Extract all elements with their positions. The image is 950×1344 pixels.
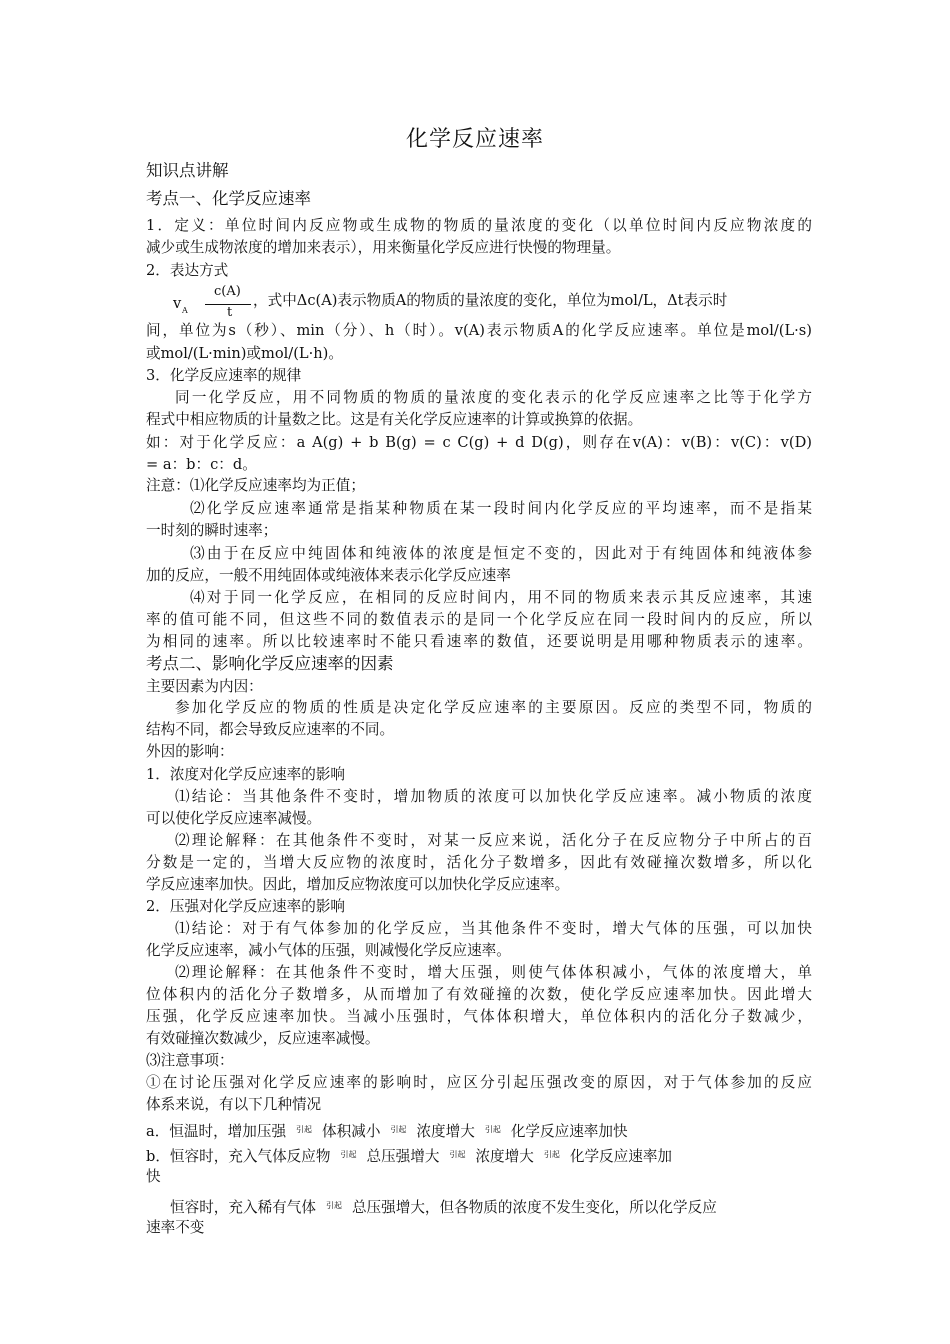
paragraph-line: = a：b：c：d。 bbox=[146, 456, 257, 473]
arrow-label: 引起 bbox=[449, 1150, 466, 1159]
paragraph-line: 可以使化学反应速率减慢。 bbox=[146, 810, 322, 827]
paragraph-line: 或mol/(L·min)或mol/(L·h)。 bbox=[146, 345, 343, 362]
knowledge-header: 知识点讲解 bbox=[146, 161, 229, 180]
chain-step: 浓度增大 bbox=[416, 1123, 475, 1140]
subheading: 1．浓度对化学反应速率的影响 bbox=[146, 766, 346, 783]
paragraph-line: 程式中相应物质的计量数之比。这是有关化学反应速率的计算或换算的依据。 bbox=[146, 411, 643, 428]
paragraph-line: 学反应速率加快。因此，增加反应物浓度可以加快化学反应速率。 bbox=[146, 876, 570, 893]
paragraph-line: 外因的影响： bbox=[146, 743, 234, 760]
formula-v: v bbox=[173, 295, 182, 312]
paragraph-line: ⑵理论解释：在其他条件不变时，对某一反应来说，活化分子在反应物分子中所占的百 bbox=[175, 832, 812, 849]
paragraph-line: ⑵理论解释：在其他条件不变时，增大压强，则使气体体积减小，气体的浓度增大，单 bbox=[175, 964, 812, 981]
formula-subscript: A bbox=[182, 306, 188, 315]
paragraph-line: 有效碰撞次数减少，反应速率减慢。 bbox=[146, 1030, 380, 1047]
paragraph-line: 加的反应，一般不用纯固体或纯液体来表示化学反应速率 bbox=[146, 567, 511, 584]
subheading: 2．表达方式 bbox=[146, 262, 229, 279]
chain-step: 总压强增大，但各物质的浓度不发生变化，所以化学反应 bbox=[351, 1199, 717, 1216]
paragraph-line: 位体积内的活化分子数增多，从而增加了有效碰撞的次数，使化学反应速率加快。因此增大 bbox=[146, 986, 812, 1003]
arrow-label: 引起 bbox=[340, 1150, 357, 1159]
paragraph-line: 率的值可能不同，但这些不同的数值表示的是同一个化学反应在同一段时间内的反应，所以 bbox=[146, 611, 812, 628]
paragraph-line: 1．定义：单位时间内反应物或生成物的物质的量浓度的变化（以单位时间内反应物浓度的 bbox=[146, 217, 812, 234]
arrow-label: 引起 bbox=[296, 1125, 313, 1134]
chain-step: 化学反应速率加快 bbox=[510, 1123, 628, 1140]
cause-chain-a bbox=[146, 1120, 812, 1142]
paragraph-line: 结构不同，都会导致反应速率的不同。 bbox=[146, 721, 395, 738]
arrow-label: 引起 bbox=[390, 1125, 407, 1134]
paragraph-line: 一时刻的瞬时速率； bbox=[146, 522, 278, 539]
paragraph-line: 压强，化学反应速率加快。当减小压强时，气体体积增大，单位体积内的活化分子数减少， bbox=[146, 1008, 812, 1025]
paragraph-line: 速率不变 bbox=[146, 1219, 205, 1236]
paragraph-line: ⑶注意事项： bbox=[146, 1052, 234, 1069]
paragraph-line: 快 bbox=[146, 1168, 161, 1185]
arrow-label: 引起 bbox=[543, 1150, 560, 1159]
paragraph-line: 为相同的速率。所以比较速率时不能只看速率的数值，还要说明是用哪种物质表示的速率。 bbox=[146, 633, 812, 650]
arrow-label: 引起 bbox=[325, 1201, 342, 1210]
chain-step: 恒容时，充入稀有气体 bbox=[170, 1199, 316, 1216]
page-title: 化学反应速率 bbox=[405, 127, 544, 152]
paragraph-line: 减少或生成物浓度的增加来表示），用来衡量化学反应进行快慢的物理量。 bbox=[146, 239, 621, 256]
chain-step: 体积减小 bbox=[322, 1123, 381, 1140]
chain-step: 浓度增大 bbox=[475, 1148, 534, 1165]
paragraph-line: ⑶由于在反应中纯固体和纯液体的浓度是恒定不变的，因此对于有纯固体和纯液体参 bbox=[190, 545, 812, 562]
paragraph-line: ⑴结论：当其他条件不变时，增加物质的浓度可以加快化学反应速率。减小物质的浓度 bbox=[175, 788, 812, 805]
paragraph-line: 参加化学反应的物质的性质是决定化学反应速率的主要原因。反应的类型不同，物质的 bbox=[175, 699, 812, 716]
paragraph-line: ⑷对于同一化学反应，在相同的反应时间内，用不同的物质来表示其反应速率，其速 bbox=[190, 589, 812, 606]
chain-step: 总压强增大 bbox=[366, 1148, 440, 1165]
paragraph-line: 主要因素为内因： bbox=[146, 678, 263, 695]
arrow-label: 引起 bbox=[484, 1125, 501, 1134]
cause-chain-b bbox=[146, 1145, 812, 1167]
paragraph-line: 间，单位为s（秒）、min（分）、h（时）。v(A)表示物质A的化学反应速率。单位是mol/(L·s) bbox=[146, 322, 812, 339]
subheading: 2．压强对化学反应速率的影响 bbox=[146, 898, 346, 915]
paragraph-line: 注意：⑴化学反应速率均为正值； bbox=[146, 477, 365, 494]
section-heading-1: 考点一、化学反应速率 bbox=[146, 189, 311, 208]
paragraph-line: ⑵化学反应速率通常是指某种物质在某一段时间内化学反应的平均速率，而不是指某 bbox=[190, 500, 812, 517]
paragraph-line: 化学反应速率，减小气体的压强，则减慢化学反应速率。 bbox=[146, 942, 511, 959]
chain-step: a．恒温时，增加压强 bbox=[146, 1123, 287, 1140]
paragraph-line: 体系来说，有以下几种情况 bbox=[146, 1096, 322, 1113]
paragraph-line: ⑴结论：对于有气体参加的化学反应，当其他条件不变时，增大气体的压强，可以加快 bbox=[175, 920, 812, 937]
chain-step: b．恒容时，充入气体反应物 bbox=[146, 1148, 331, 1165]
paragraph-line: 分数是一定的，当增大反应物的浓度时，活化分子数增多，因此有效碰撞次数增多，所以化 bbox=[146, 854, 812, 871]
formula-denominator: t bbox=[227, 305, 233, 320]
paragraph-line: 同一化学反应，用不同物质的物质的量浓度的变化表示的化学反应速率之比等于化学方 bbox=[175, 389, 812, 406]
formula-numerator: c(A) bbox=[214, 284, 241, 299]
cause-chain-c bbox=[170, 1196, 812, 1218]
paragraph-line: ①在讨论压强对化学反应速率的影响时，应区分引起压强改变的原因，对于气体参加的反应 bbox=[146, 1074, 812, 1091]
subheading: 3．化学反应速率的规律 bbox=[146, 367, 302, 384]
section-heading-2: 考点二、影响化学反应速率的因素 bbox=[146, 654, 394, 673]
paragraph-line: ，式中Δc(A)表示物质A的物质的量浓度的变化，单位为mol/L，Δt表示时 bbox=[253, 292, 728, 309]
paragraph-line: 如：对于化学反应：a A(g) + b B(g) = c C(g) + d D(g)，则存在v(A)：v(B)：v(C)：v(D) bbox=[146, 434, 812, 451]
chain-step: 化学反应速率加 bbox=[569, 1148, 673, 1165]
